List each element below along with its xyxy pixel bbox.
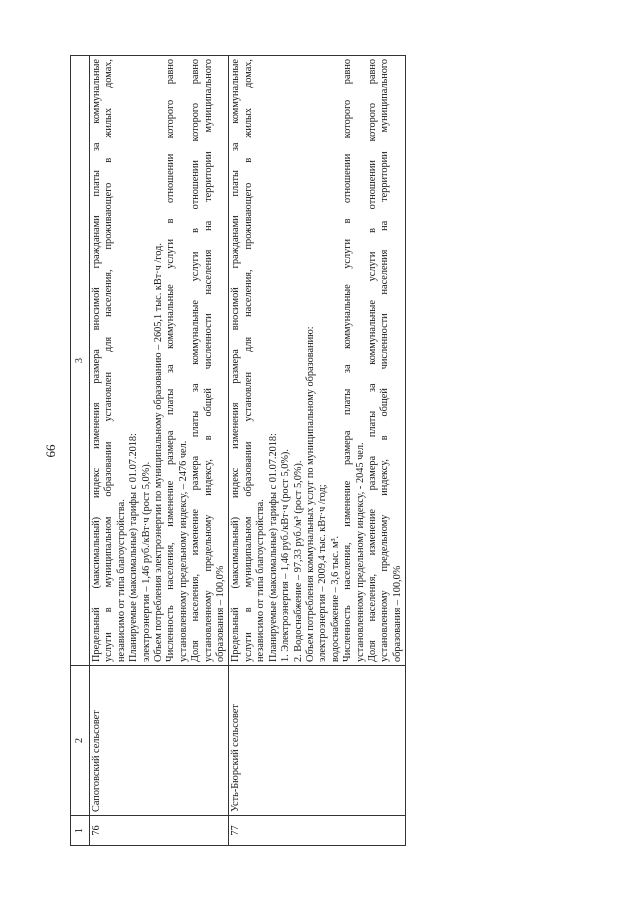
description-line: Предельный (максимальный) индекс изменения размера вносимой гражданами платы за коммунальные — [230, 59, 242, 662]
table-row — [90, 56, 229, 846]
table-header-row — [71, 56, 90, 846]
row-number: 76 — [90, 816, 229, 846]
description-line: электроэнергия – 1,46 руб./кВт·ч (рост 5,0%). — [140, 461, 152, 662]
tariff-description — [229, 56, 406, 666]
description-line: установленному предельному индексу, - 2045 чел. — [354, 442, 366, 662]
description-line: Численность населения, изменение размера платы за коммунальные услуги в отношении которого равно — [165, 59, 177, 662]
column-header-1: 1 — [71, 816, 90, 846]
description-line: 1. Электроэнергия – 1,46 руб./кВт·ч (рост 5,0%). — [280, 449, 292, 662]
row-number: 77 — [229, 816, 406, 846]
description-line: услуги в муниципальном образовании установлен для населения, проживающего в жилых домах, — [103, 59, 115, 662]
description-line: 2. Водоснабжение – 97,33 руб./м³ (рост 5,0%). — [292, 460, 304, 662]
column-header-3: 3 — [71, 56, 90, 666]
description-line: услуги в муниципальном образовании установлен для населения, проживающего в жилых домах, — [242, 59, 254, 662]
municipality-name: Сапоговский сельсовет — [90, 666, 229, 816]
description-line: установленному предельному индексу, в общей численности населения на территории муниципального — [202, 59, 214, 662]
table-row — [229, 56, 406, 846]
description-line: Доля населения, изменение размера платы за коммунальные услуги в отношении которого равно — [190, 59, 202, 662]
description-line: независимо от типа благоустройства. — [255, 499, 267, 662]
description-line: установленному предельному индексу, в общей численности населения на территории муниципального — [379, 59, 391, 662]
description-line: образования – 100,0% — [391, 565, 403, 662]
page-number: 66 — [43, 444, 58, 458]
description-line: Планируемые (максимальные) тарифы с 01.07.2018: — [267, 433, 279, 662]
tariff-description — [90, 56, 229, 666]
description-line: Численность населения, изменение размера платы за коммунальные услуги в отношении которого равно — [342, 59, 354, 662]
description-line: установленному предельному индексу, – 2476 чел. — [177, 440, 189, 662]
rotated-page — [40, 56, 600, 846]
description-line: Объем потребления электроэнергии по муниципальному образованию – 2605,1 тыс. кВт·ч /год. — [153, 243, 165, 662]
description-line: электроэнергия – 2009,4 тыс. кВт·ч /год; — [317, 484, 329, 662]
description-line: Доля населения, изменение размера платы за коммунальные услуги в отношении которого равно — [366, 59, 378, 662]
description-line: независимо от типа благоустройства. — [115, 499, 127, 662]
column-header-2: 2 — [71, 666, 90, 816]
tariff-table — [70, 55, 406, 846]
description-line: водоснабжение – 3,6 тыс. м³. — [329, 535, 341, 662]
municipality-name: Усть-Бюрский сельсовет — [229, 666, 406, 816]
description-line: образования – 100,0% — [215, 565, 227, 662]
description-line: Предельный (максимальный) индекс изменения размера вносимой гражданами платы за коммунальные — [91, 59, 102, 662]
description-line: Планируемые (максимальные) тарифы с 01.07.2018: — [128, 433, 140, 662]
description-line: Объем потребления коммунальных услуг по муниципальному образованию: — [304, 326, 316, 662]
